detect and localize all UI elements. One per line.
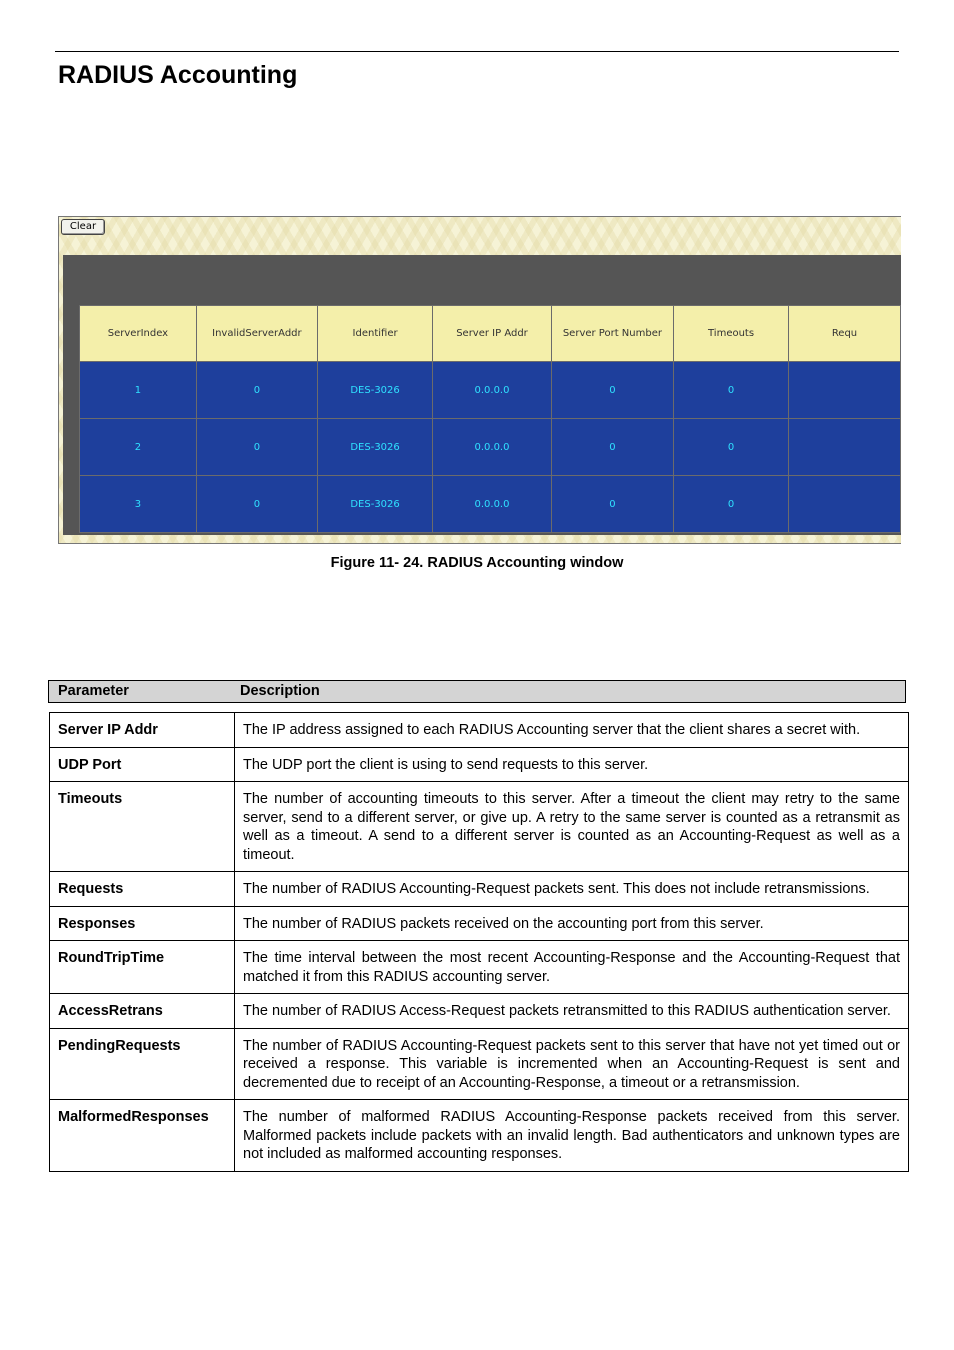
radius-accounting-window bbox=[58, 216, 901, 544]
column-header: Server IP Addr bbox=[433, 306, 551, 362]
page-title: RADIUS Accounting bbox=[58, 61, 298, 89]
parameter-description: The time interval between the most recent Accounting-Response and the Accounting-Request that matched it from this RADIUS accounting server. bbox=[235, 941, 909, 994]
table-row bbox=[50, 906, 909, 941]
cell-server-port: 0 bbox=[551, 476, 673, 533]
table-row bbox=[80, 476, 901, 533]
cell-requests bbox=[788, 362, 900, 419]
table-row bbox=[50, 1028, 909, 1100]
cell-identifier: DES-3026 bbox=[317, 476, 432, 533]
cell-identifier: DES-3026 bbox=[317, 419, 432, 476]
table-row bbox=[50, 872, 909, 907]
cell-server-port: 0 bbox=[551, 419, 673, 476]
cell-server-index: 1 bbox=[80, 362, 197, 419]
parameter-description: The number of RADIUS packets received on the accounting port from this server. bbox=[235, 906, 909, 941]
parameter-description: The number of RADIUS Accounting-Request packets sent. This does not include retransmissions. bbox=[235, 872, 909, 907]
parameter-table-header bbox=[48, 680, 906, 703]
column-header: Timeouts bbox=[674, 306, 789, 362]
column-header: Requ bbox=[788, 306, 900, 362]
cell-timeouts: 0 bbox=[674, 476, 789, 533]
header-rule bbox=[55, 51, 899, 52]
parameter-name: UDP Port bbox=[50, 747, 235, 782]
table-row bbox=[80, 362, 901, 419]
parameter-name: PendingRequests bbox=[50, 1028, 235, 1100]
parameter-name: AccessRetrans bbox=[50, 994, 235, 1029]
cell-invalid-server-addr: 0 bbox=[196, 419, 317, 476]
table-row bbox=[50, 1100, 909, 1172]
description-column-heading: Description bbox=[240, 683, 320, 699]
column-header: ServerIndex bbox=[80, 306, 197, 362]
cell-server-ip: 0.0.0.0 bbox=[433, 476, 551, 533]
cell-server-ip: 0.0.0.0 bbox=[433, 362, 551, 419]
table-row bbox=[50, 713, 909, 748]
cell-server-index: 2 bbox=[80, 419, 197, 476]
parameter-name: Requests bbox=[50, 872, 235, 907]
stats-header-row bbox=[80, 306, 901, 362]
column-header: Identifier bbox=[317, 306, 432, 362]
column-header: InvalidServerAddr bbox=[196, 306, 317, 362]
parameter-description: The number of malformed RADIUS Accounting-Response packets received from this server. Malformed packets include packets with an invalid length. Bad authenticators and unknown types are not included as malformed accounting responses. bbox=[235, 1100, 909, 1172]
column-header: Server Port Number bbox=[551, 306, 673, 362]
parameter-description: The number of RADIUS Accounting-Request packets sent to this server that have not yet timed out or received a response. This variable is incremented when an Accounting-Request is sent and decremented due to receipt of an Accounting-Response, a timeout or a retransmission. bbox=[235, 1028, 909, 1100]
parameter-description: The number of accounting timeouts to this server. After a timeout the client may retry to the same server, send to a different server, or give up. A retry to the same server is counted as a retransmit as well as a timeout. A send to a different server is counted as an Accounting-Request as well as a timeout. bbox=[235, 782, 909, 872]
cell-server-port: 0 bbox=[551, 362, 673, 419]
cell-server-index: 3 bbox=[80, 476, 197, 533]
parameter-name: Server IP Addr bbox=[50, 713, 235, 748]
parameter-name: MalformedResponses bbox=[50, 1100, 235, 1172]
cell-timeouts: 0 bbox=[674, 419, 789, 476]
table-row bbox=[80, 419, 901, 476]
figure-caption: Figure 11- 24. RADIUS Accounting window bbox=[330, 555, 624, 571]
accounting-stats-table bbox=[79, 305, 901, 533]
table-row bbox=[50, 941, 909, 994]
parameter-table bbox=[49, 712, 909, 1172]
parameter-name: Timeouts bbox=[50, 782, 235, 872]
clear-button[interactable]: Clear bbox=[61, 219, 105, 235]
cell-requests bbox=[788, 419, 900, 476]
cell-identifier: DES-3026 bbox=[317, 362, 432, 419]
parameter-description: The number of RADIUS Access-Request packets retransmitted to this RADIUS authentication server. bbox=[235, 994, 909, 1029]
table-row bbox=[50, 994, 909, 1029]
parameter-description: The IP address assigned to each RADIUS Accounting server that the client shares a secret with. bbox=[235, 713, 909, 748]
parameter-name: Responses bbox=[50, 906, 235, 941]
parameter-column-heading: Parameter bbox=[58, 683, 129, 699]
table-row bbox=[50, 747, 909, 782]
cell-server-ip: 0.0.0.0 bbox=[433, 419, 551, 476]
cell-timeouts: 0 bbox=[674, 362, 789, 419]
cell-invalid-server-addr: 0 bbox=[196, 476, 317, 533]
cell-requests bbox=[788, 476, 900, 533]
parameter-description: The UDP port the client is using to send requests to this server. bbox=[235, 747, 909, 782]
parameter-name: RoundTripTime bbox=[50, 941, 235, 994]
table-row bbox=[50, 782, 909, 872]
cell-invalid-server-addr: 0 bbox=[196, 362, 317, 419]
